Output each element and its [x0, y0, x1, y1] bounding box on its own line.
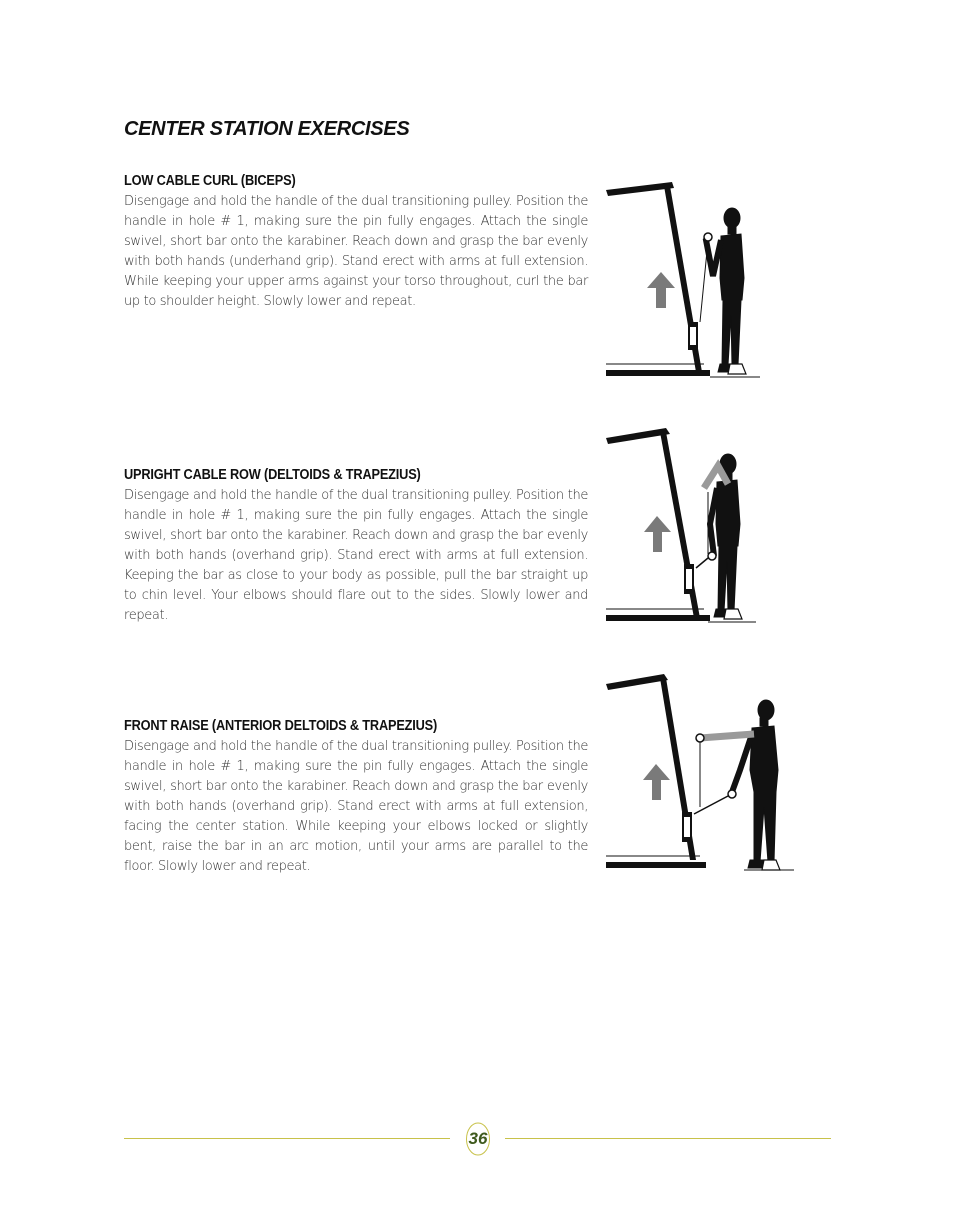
exercise-low-cable-curl [124, 173, 588, 312]
motion-arrow-icon [647, 272, 675, 308]
exercise-description: Disengage and hold the handle of the dual transitioning pulley. Position the handle in hole # 1, making sure the pin fully engages. Attach the single swivel, short bar onto the karabiner. Reach down and grasp the bar evenly with both hands (overhand grip). Stand erect with arms at full extension, facing the center station. While keeping your elbows locked or slightly bent, raise the bar in an arc motion, until your arms are parallel to the floor. Slowly lower and repeat. [124, 739, 588, 874]
low-cable-curl-illustration [604, 180, 764, 385]
motion-arrow-icon [643, 764, 670, 800]
page-title: CENTER STATION EXERCISES [124, 118, 410, 140]
exercise-heading: UPRIGHT CABLE ROW (DELTOIDS & TRAPEZIUS) [124, 467, 421, 483]
exercise-description: Disengage and hold the handle of the dual transitioning pulley. Position the handle in hole # 1, making sure the pin fully engages. Attach the single swivel, short bar onto the karabiner. Reach down and grasp the bar evenly with both hands (underhand grip). Stand erect with arms at full extension. While keeping your upper arms against your torso throughout, curl the bar up to shoulder height. Slowly lower and repeat. [124, 194, 588, 309]
page-number: 36 [468, 1129, 488, 1148]
exercise-description: Disengage and hold the handle of the dual transitioning pulley. Position the handle in hole # 1, making sure the pin fully engages. Attach the single swivel, short bar onto the karabiner. Reach down and grasp the bar evenly with both hands (overhand grip). Stand erect with arms at full extension. Keeping the bar as close to your body as possible, pull the bar straight up to chin level. Your elbows should flare out to the sides. Slowly lower and repeat. [124, 488, 588, 623]
motion-arrow-icon [644, 516, 671, 552]
cable [700, 241, 708, 322]
footer-rule-right [505, 1138, 831, 1139]
footer-rule-left [124, 1138, 450, 1139]
exercise-front-raise [124, 718, 588, 877]
athlete-figure [732, 700, 780, 870]
front-raise-illustration [604, 672, 799, 877]
upright-cable-row-illustration [604, 426, 764, 631]
exercise-upright-cable-row [124, 467, 588, 626]
exercise-heading: FRONT RAISE (ANTERIOR DELTOIDS & TRAPEZIUS) [124, 718, 438, 734]
page-number-badge [465, 1122, 491, 1156]
raised-arm-ghost [700, 734, 754, 738]
athlete-figure [704, 208, 746, 374]
exercise-heading: LOW CABLE CURL (BICEPS) [124, 173, 296, 189]
